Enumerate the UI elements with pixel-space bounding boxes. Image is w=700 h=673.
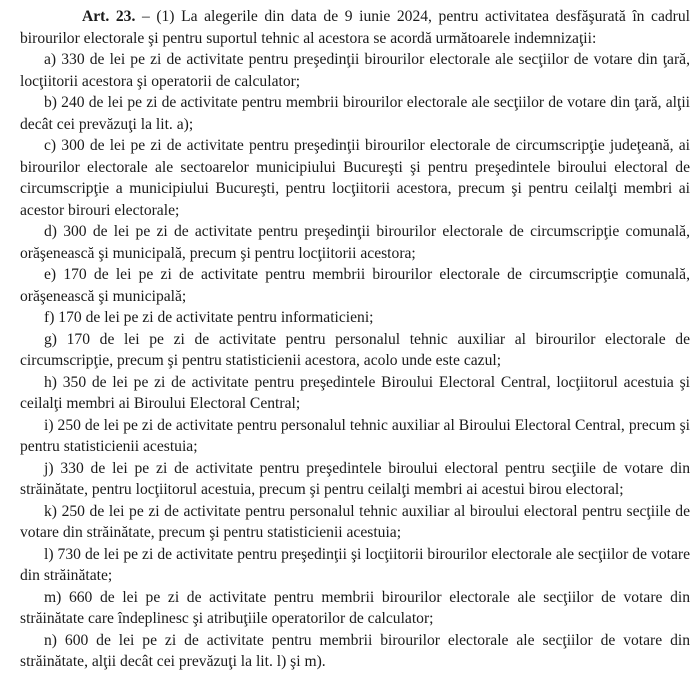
item-d: d) 300 de lei pe zi de activitate pentru preşedinţii birourilor electorale de circumscripţie comunală, orăşenească şi municipală, precum şi pentru locţiitorii acestora;: [20, 223, 690, 262]
item-h: h) 350 de lei pe zi de activitate pentru preşedintele Biroului Electoral Central, locţiitorul acestuia şi ceilalţi membri ai Biroului Electoral Central;: [20, 373, 690, 412]
item-g: g) 170 de lei pe zi de activitate pentru personalul tehnic auxiliar al birourilor electorale de circumscripţie, precum şi pentru statisticienii acestora, acolo unde este cazul;: [20, 330, 690, 369]
item-e: e) 170 de lei pe zi de activitate pentru membrii birourilor electorale de circumscripţie comunală, orăşenească şi municipală;: [20, 266, 690, 305]
item-m: m) 660 de lei pe zi de activitate pentru membrii birourilor electorale ale secţiilor de votare din străinătate care îndeplinesc şi atribuţiile operatorilor de calculator;: [20, 588, 690, 627]
article-intro-text: – (1) La alegerile din data de 9 iunie 2024, pentru activitatea desfăşurată în cadrul birourilor electorale şi pentru suportul tehnic al acestora se acordă următoarele indemnizaţii:: [20, 8, 690, 47]
item-j: j) 330 de lei pe zi de activitate pentru preşedintele biroului electoral pentru secţiile de votare din străinătate, pentru locţiitorul acestuia, precum şi pentru ceilalţi membri ai acestui birou electoral;: [20, 459, 690, 498]
item-k: k) 250 de lei pe zi de activitate pentru personalul tehnic auxiliar al biroului electoral pentru secţiile de votare din străinătate, precum şi pentru statisticienii acestuia;: [20, 502, 690, 541]
item-l: l) 730 de lei pe zi de activitate pentru preşedinţii şi locţiitorii birourilor electorale ale secţiilor de votare din străinătate;: [20, 545, 690, 584]
item-n: n) 600 de lei pe zi de activitate pentru membrii birourilor electorale ale secţiilor de votare din străinătate, alţii decât cei prevăzuţi la lit. l) şi m).: [20, 631, 690, 670]
item-b: b) 240 de lei pe zi de activitate pentru membrii birourilor electorale ale secţiilor de votare din ţară, alţii decât cei prevăzuţi la lit. a);: [20, 94, 690, 133]
item-f: f) 170 de lei pe zi de activitate pentru informaticieni;: [44, 309, 374, 326]
article-intro-paragraph: [20, 6, 690, 49]
item-i: i) 250 de lei pe zi de activitate pentru personalul tehnic auxiliar al Biroului Electoral Central, precum şi pentru statisticienii acestuia;: [20, 416, 690, 455]
article-label: Art. 23.: [82, 8, 136, 25]
item-c: c) 300 de lei pe zi de activitate pentru preşedinţii birourilor electorale de circumscripţie judeţeană, ai birourilor electorale ale sectoarelor municipiului Bucureşti şi pentru preşedintele biroului electoral de circumscripţie a municipiului Bucureşti, pentru locţiitorii acestora, precum şi pentru ceilalţi membri ai acestor birouri electorale;: [20, 137, 690, 219]
item-a: a) 330 de lei pe zi de activitate pentru preşedinţii birourilor electorale ale secţiilor de votare din ţară, locţiitorii acestora şi operatorii de calculator;: [20, 51, 690, 90]
